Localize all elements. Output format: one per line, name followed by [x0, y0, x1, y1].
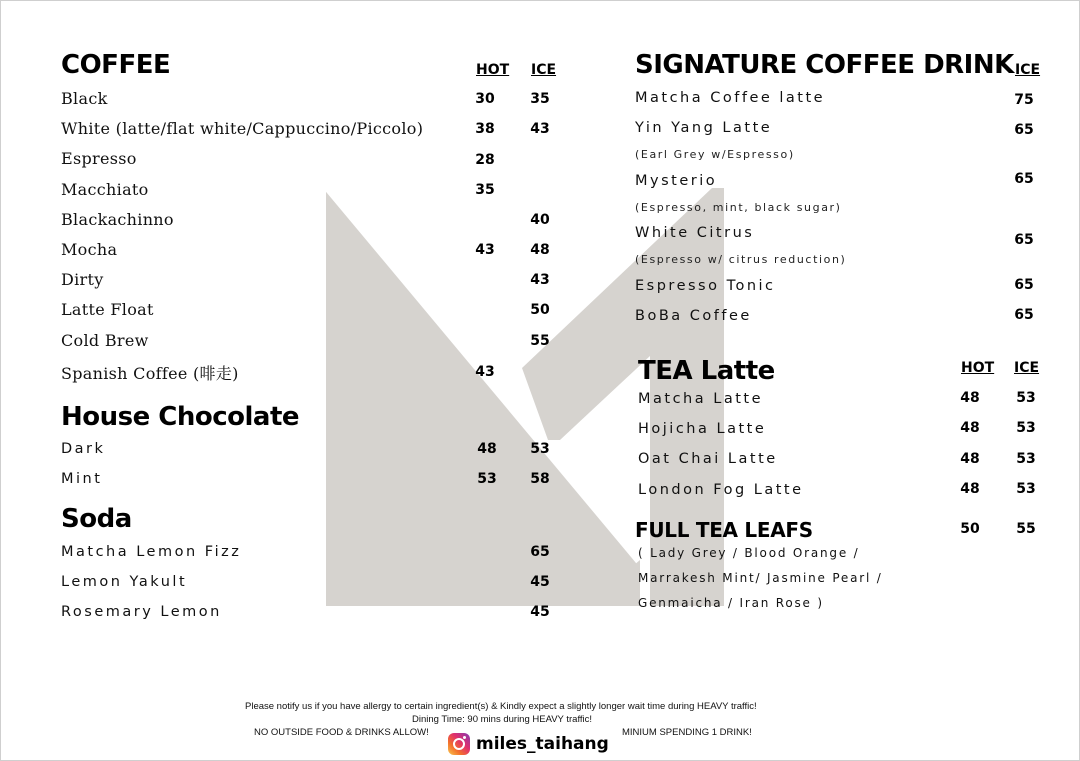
price-ice: 65: [1014, 232, 1034, 248]
price-hot: 43: [475, 364, 495, 380]
tea-leafs-line: Genmaicha / Iran Rose ): [638, 596, 824, 610]
price-hot: 48: [960, 451, 980, 467]
menu-item-name: Lemon Yakult: [61, 574, 188, 590]
menu-item-name: Rosemary Lemon: [61, 604, 222, 620]
price-ice: 35: [530, 91, 550, 107]
price-ice: 53: [1016, 451, 1036, 467]
soda-title: Soda: [61, 504, 132, 534]
menu-item-name: London Fog Latte: [638, 482, 804, 498]
price-ice: 53: [530, 441, 550, 457]
menu-item-name: Yin Yang Latte: [635, 120, 773, 136]
tea-latte-hot-header: HOT: [961, 360, 995, 376]
price-ice: 75: [1014, 92, 1034, 108]
menu-item-name: Mint: [61, 471, 103, 487]
price-hot: 35: [475, 182, 495, 198]
instagram-icon: [448, 733, 470, 755]
signature-ice-header: ICE: [1015, 62, 1041, 78]
tea-latte-ice-header: ICE: [1014, 360, 1040, 376]
menu-item-name: Blackachinno: [61, 210, 174, 229]
price-ice: 55: [530, 333, 550, 349]
menu-item-name: Mocha: [61, 240, 118, 259]
menu-item-note: (Espresso, mint, black sugar): [635, 201, 842, 214]
menu-item-name: Matcha Lemon Fizz: [61, 544, 242, 560]
price-ice: 53: [1016, 390, 1036, 406]
price-hot: 30: [475, 91, 495, 107]
tea-latte-title: TEA Latte: [638, 356, 775, 386]
price-ice: 43: [530, 121, 550, 137]
menu-item-name: Latte Float: [61, 300, 154, 319]
menu-item-name: Oat Chai Latte: [638, 451, 778, 467]
price-ice: 40: [530, 212, 550, 228]
price-hot: 50: [960, 521, 980, 537]
no-outside-food-notice: NO OUTSIDE FOOD & DRINKS ALLOW!: [254, 727, 429, 738]
menu-item-name: Matcha Coffee latte: [635, 90, 826, 106]
price-ice: 45: [530, 604, 550, 620]
price-ice: 50: [530, 302, 550, 318]
instagram-handle: miles_taihang: [476, 734, 609, 754]
menu-item-name: Mysterio: [635, 173, 718, 189]
coffee-hot-header: HOT: [476, 62, 510, 78]
coffee-ice-header: ICE: [531, 62, 557, 78]
price-ice: 45: [530, 574, 550, 590]
price-hot: 53: [477, 471, 497, 487]
signature-title: SIGNATURE COFFEE DRINK: [635, 50, 1014, 80]
menu-item-note: (Espresso w/ citrus reduction): [635, 253, 847, 266]
price-ice: 65: [530, 544, 550, 560]
menu-item-name: Dark: [61, 441, 106, 457]
price-hot: 48: [960, 390, 980, 406]
tea-leafs-line: ( Lady Grey / Blood Orange /: [638, 546, 860, 560]
price-ice: 65: [1014, 122, 1034, 138]
price-hot: 38: [475, 121, 495, 137]
price-ice: 48: [530, 242, 550, 258]
price-ice: 53: [1016, 481, 1036, 497]
price-hot: 28: [475, 152, 495, 168]
menu-item-name: Matcha Latte: [638, 391, 763, 407]
price-hot: 48: [960, 481, 980, 497]
menu-item-name: Dirty: [61, 270, 104, 289]
menu-item-name: White Citrus: [635, 225, 755, 241]
minimum-spending-notice: MINIUM SPENDING 1 DRINK!: [622, 727, 752, 738]
price-hot: 48: [477, 441, 497, 457]
menu-item-name: BoBa Coffee: [635, 308, 752, 324]
price-ice: 43: [530, 272, 550, 288]
menu-item-name: Espresso: [61, 149, 137, 168]
house-chocolate-title: House Chocolate: [61, 402, 300, 432]
price-ice: 55: [1016, 521, 1036, 537]
price-ice: 58: [530, 471, 550, 487]
price-ice: 53: [1016, 420, 1036, 436]
dining-time-notice: Dining Time: 90 mins during HEAVY traffic!: [412, 714, 593, 725]
full-tea-leafs-title: FULL TEA LEAFS: [635, 518, 813, 542]
menu-item-name: Hojicha Latte: [638, 421, 767, 437]
price-ice: 65: [1014, 171, 1034, 187]
menu-item-name: Black: [61, 89, 108, 108]
price-hot: 48: [960, 420, 980, 436]
menu-item-name: Espresso Tonic: [635, 278, 776, 294]
allergy-notice: Please notify us if you have allergy to certain ingredient(s) & Kindly expect a slightly longer wait time during HEAVY traffic!: [245, 701, 757, 712]
price-hot: 43: [475, 242, 495, 258]
menu-item-name: Macchiato: [61, 180, 149, 199]
menu-item-note: (Earl Grey w/Espresso): [635, 148, 795, 161]
tea-leafs-line: Marrakesh Mint/ Jasmine Pearl /: [638, 571, 883, 585]
instagram-link[interactable]: [448, 732, 609, 756]
price-ice: 65: [1014, 277, 1034, 293]
menu-item-name: Spanish Coffee (啡走): [61, 364, 239, 383]
menu-item-name: White (latte/flat white/Cappuccino/Piccolo): [61, 119, 424, 138]
menu-item-name: Cold Brew: [61, 331, 149, 350]
coffee-title: COFFEE: [61, 50, 171, 80]
price-ice: 65: [1014, 307, 1034, 323]
